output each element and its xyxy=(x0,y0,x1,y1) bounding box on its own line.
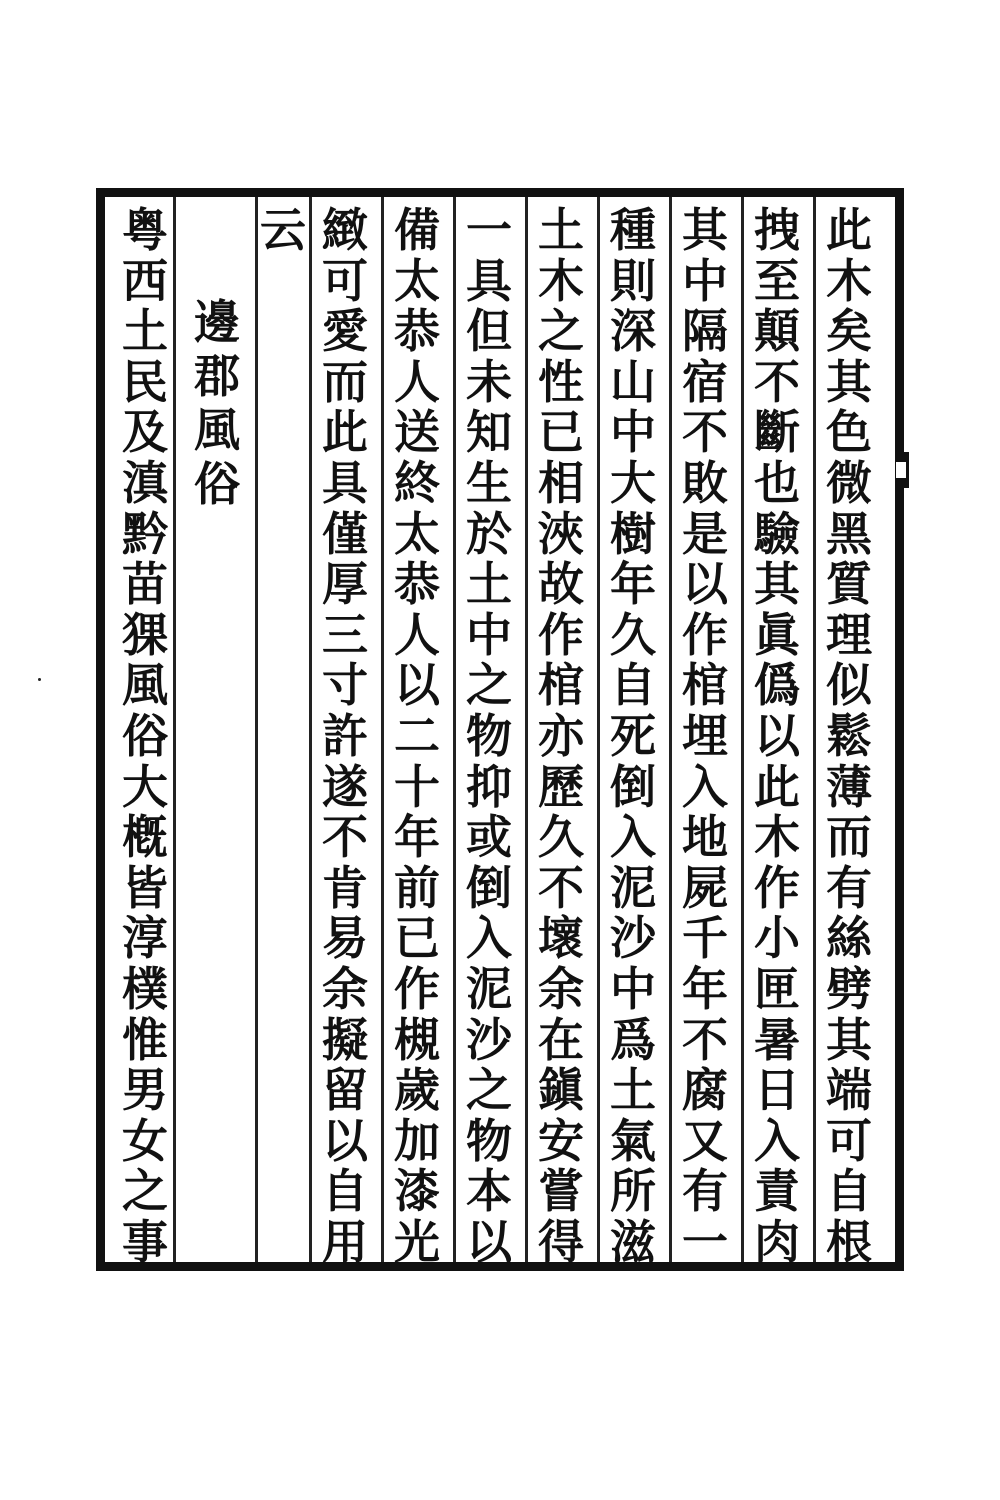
text-character: 苗 xyxy=(122,557,168,612)
text-character: 及 xyxy=(122,405,168,460)
text-character: 深 xyxy=(610,304,656,359)
text-character: 作 xyxy=(394,961,440,1016)
text-character: 色 xyxy=(826,405,872,460)
text-column xyxy=(314,205,376,1267)
text-character: 一 xyxy=(466,203,512,257)
text-column xyxy=(602,205,664,1267)
text-character: 年 xyxy=(610,557,656,612)
text-character: 嘗 xyxy=(538,1164,584,1219)
text-character: 此 xyxy=(322,405,368,460)
text-character: 樹 xyxy=(610,506,656,561)
column-divider xyxy=(309,197,312,1262)
text-character: 風 xyxy=(122,658,168,713)
text-character: 緻 xyxy=(322,203,368,257)
text-character: 中 xyxy=(682,253,728,308)
text-character: 余 xyxy=(538,961,584,1016)
text-character: 具 xyxy=(466,253,512,308)
text-character: 倒 xyxy=(610,759,656,814)
text-character: 滇 xyxy=(122,455,168,510)
text-character: 作 xyxy=(682,607,728,662)
text-character: 十 xyxy=(394,759,440,814)
text-character: 久 xyxy=(538,810,584,865)
text-character: 物 xyxy=(466,708,512,763)
text-character: 敗 xyxy=(682,455,728,510)
text-character: 中 xyxy=(610,961,656,1016)
section-heading xyxy=(186,295,248,511)
text-character: 而 xyxy=(826,810,872,865)
text-character: 女 xyxy=(122,1113,168,1168)
heading-character: 邊 xyxy=(194,295,240,349)
text-character: 未 xyxy=(466,354,512,409)
text-character: 歲 xyxy=(394,1063,440,1118)
text-character: 所 xyxy=(610,1164,656,1219)
text-character: 之 xyxy=(122,1164,168,1219)
ink-speck xyxy=(38,678,41,681)
text-character: 在 xyxy=(538,1012,584,1067)
text-column xyxy=(252,205,314,256)
text-character: 是 xyxy=(682,506,728,561)
text-character: 恭 xyxy=(394,557,440,612)
text-character: 已 xyxy=(394,911,440,966)
text-character: 絲 xyxy=(826,911,872,966)
text-character: 埋 xyxy=(682,708,728,763)
text-character: 作 xyxy=(538,607,584,662)
text-character: 鎭 xyxy=(538,1063,584,1118)
text-character: 人 xyxy=(394,607,440,662)
frame-left-border xyxy=(96,188,105,1271)
text-character: 則 xyxy=(610,253,656,308)
text-character: 用 xyxy=(322,1214,368,1269)
text-character: 事 xyxy=(122,1214,168,1269)
column-divider xyxy=(525,197,528,1262)
text-character: 自 xyxy=(826,1164,872,1219)
text-character: 此 xyxy=(826,203,872,257)
text-character: 矣 xyxy=(826,304,872,359)
text-character: 氣 xyxy=(610,1113,656,1168)
text-character: 也 xyxy=(754,455,800,510)
text-character: 槪 xyxy=(122,810,168,865)
text-character: 其 xyxy=(826,354,872,409)
text-column xyxy=(818,205,880,1267)
text-character: 粤 xyxy=(122,203,168,257)
text-character: 二 xyxy=(394,708,440,763)
heading-character: 郡 xyxy=(194,349,240,403)
heading-character: 風 xyxy=(194,403,240,457)
text-character: 土 xyxy=(466,557,512,612)
text-character: 驗 xyxy=(754,506,800,561)
text-character: 眞 xyxy=(754,607,800,662)
text-character: 物 xyxy=(466,1113,512,1168)
column-divider xyxy=(597,197,600,1262)
text-character: 其 xyxy=(754,557,800,612)
text-character: 微 xyxy=(826,455,872,510)
text-character: 其 xyxy=(826,1012,872,1067)
text-character: 易 xyxy=(322,911,368,966)
text-character: 許 xyxy=(322,708,368,763)
text-character: 倒 xyxy=(466,860,512,915)
text-character: 寸 xyxy=(322,658,368,713)
text-character: 地 xyxy=(682,810,728,865)
text-character: 根 xyxy=(826,1214,872,1269)
text-character: 久 xyxy=(610,607,656,662)
text-character: 留 xyxy=(322,1063,368,1118)
text-character: 俗 xyxy=(122,708,168,763)
text-character: 前 xyxy=(394,860,440,915)
text-character: 可 xyxy=(322,253,368,308)
text-character: 西 xyxy=(122,253,168,308)
text-character: 木 xyxy=(538,253,584,308)
text-column xyxy=(746,205,808,1267)
text-character: 死 xyxy=(610,708,656,763)
text-character: 似 xyxy=(826,658,872,713)
text-character: 滋 xyxy=(610,1214,656,1269)
text-character: 宿 xyxy=(682,354,728,409)
text-character: 泥 xyxy=(610,860,656,915)
text-character: 自 xyxy=(322,1164,368,1219)
text-character: 樸 xyxy=(122,961,168,1016)
text-character: 腐 xyxy=(682,1063,728,1118)
text-character: 有 xyxy=(826,860,872,915)
text-character: 愛 xyxy=(322,304,368,359)
text-character: 大 xyxy=(610,455,656,510)
text-character: 種 xyxy=(610,203,656,257)
column-divider xyxy=(741,197,744,1262)
text-character: 斷 xyxy=(754,405,800,460)
text-character: 年 xyxy=(394,810,440,865)
text-character: 黔 xyxy=(122,506,168,561)
text-character: 質 xyxy=(826,557,872,612)
text-character: 以 xyxy=(754,708,800,763)
text-character: 遂 xyxy=(322,759,368,814)
text-character: 三 xyxy=(322,607,368,662)
text-character: 肉 xyxy=(754,1214,800,1269)
text-character: 安 xyxy=(538,1113,584,1168)
text-character: 以 xyxy=(466,1214,512,1269)
text-character: 云 xyxy=(260,203,306,257)
text-character: 猓 xyxy=(122,607,168,662)
heading-character: 俗 xyxy=(194,457,240,511)
text-character: 有 xyxy=(682,1164,728,1219)
text-character: 端 xyxy=(826,1063,872,1118)
column-divider xyxy=(813,197,816,1262)
text-column xyxy=(674,205,736,1267)
text-character: 隔 xyxy=(682,304,728,359)
text-character: 理 xyxy=(826,607,872,662)
text-character: 本 xyxy=(466,1164,512,1219)
text-character: 又 xyxy=(682,1113,728,1168)
text-character: 泥 xyxy=(466,961,512,1016)
frame-right-border xyxy=(895,188,904,1271)
text-character: 相 xyxy=(538,455,584,510)
text-character: 土 xyxy=(538,203,584,257)
text-character: 民 xyxy=(122,354,168,409)
fishtail-notch xyxy=(896,462,906,478)
text-character: 沙 xyxy=(610,911,656,966)
text-character: 棺 xyxy=(682,658,728,713)
text-character: 千 xyxy=(682,911,728,966)
text-character: 人 xyxy=(394,354,440,409)
text-character: 皆 xyxy=(122,860,168,915)
text-character: 以 xyxy=(322,1113,368,1168)
text-character: 沙 xyxy=(466,1012,512,1067)
text-character: 而 xyxy=(322,354,368,409)
text-character: 恭 xyxy=(394,304,440,359)
text-character: 槻 xyxy=(394,1012,440,1067)
text-character: 備 xyxy=(394,203,440,257)
text-character: 浹 xyxy=(538,506,584,561)
text-character: 不 xyxy=(682,1012,728,1067)
text-character: 已 xyxy=(538,405,584,460)
text-character: 太 xyxy=(394,506,440,561)
text-character: 送 xyxy=(394,405,440,460)
text-character: 不 xyxy=(754,354,800,409)
text-character: 或 xyxy=(466,810,512,865)
text-character: 歷 xyxy=(538,759,584,814)
column-divider xyxy=(669,197,672,1262)
text-character: 不 xyxy=(538,860,584,915)
text-character: 可 xyxy=(826,1113,872,1168)
text-character: 中 xyxy=(466,607,512,662)
text-character: 入 xyxy=(466,911,512,966)
text-character: 加 xyxy=(394,1113,440,1168)
text-character: 入 xyxy=(610,810,656,865)
text-character: 惟 xyxy=(122,1012,168,1067)
text-character: 爲 xyxy=(610,1012,656,1067)
text-character: 黑 xyxy=(826,506,872,561)
text-character: 土 xyxy=(610,1063,656,1118)
text-character: 之 xyxy=(466,658,512,713)
text-character: 山 xyxy=(610,354,656,409)
text-character: 具 xyxy=(322,455,368,510)
text-column xyxy=(114,205,176,1267)
text-character: 男 xyxy=(122,1063,168,1118)
text-character: 亦 xyxy=(538,708,584,763)
text-character: 入 xyxy=(682,759,728,814)
column-divider xyxy=(255,197,258,1262)
text-character: 擬 xyxy=(322,1012,368,1067)
text-column xyxy=(386,205,448,1267)
text-character: 肯 xyxy=(322,860,368,915)
text-character: 至 xyxy=(754,253,800,308)
text-character: 木 xyxy=(826,253,872,308)
text-character: 顛 xyxy=(754,304,800,359)
text-character: 作 xyxy=(754,860,800,915)
text-character: 不 xyxy=(682,405,728,460)
text-character: 年 xyxy=(682,961,728,1016)
text-character: 大 xyxy=(122,759,168,814)
text-character: 薄 xyxy=(826,759,872,814)
text-character: 一 xyxy=(682,1214,728,1269)
text-character: 之 xyxy=(538,304,584,359)
text-character: 不 xyxy=(322,810,368,865)
text-character: 但 xyxy=(466,304,512,359)
text-character: 余 xyxy=(322,961,368,1016)
text-character: 以 xyxy=(682,557,728,612)
text-character: 日 xyxy=(754,1063,800,1118)
text-character: 得 xyxy=(538,1214,584,1269)
text-character: 淳 xyxy=(122,911,168,966)
text-character: 入 xyxy=(754,1113,800,1168)
text-character: 鬆 xyxy=(826,708,872,763)
text-character: 生 xyxy=(466,455,512,510)
text-character: 壞 xyxy=(538,911,584,966)
text-character: 性 xyxy=(538,354,584,409)
text-character: 故 xyxy=(538,557,584,612)
text-character: 木 xyxy=(754,810,800,865)
text-character: 太 xyxy=(394,253,440,308)
column-divider xyxy=(381,197,384,1262)
text-character: 其 xyxy=(682,203,728,257)
text-character: 暑 xyxy=(754,1012,800,1067)
text-character: 此 xyxy=(754,759,800,814)
text-character: 劈 xyxy=(826,961,872,1016)
text-character: 知 xyxy=(466,405,512,460)
text-character: 厚 xyxy=(322,557,368,612)
text-column xyxy=(458,205,520,1267)
text-character: 之 xyxy=(466,1063,512,1118)
column-divider xyxy=(453,197,456,1262)
text-column xyxy=(530,205,592,1267)
text-character: 小 xyxy=(754,911,800,966)
text-character: 漆 xyxy=(394,1164,440,1219)
text-character: 棺 xyxy=(538,658,584,713)
text-character: 拽 xyxy=(754,203,800,257)
text-character: 僞 xyxy=(754,658,800,713)
text-character: 自 xyxy=(610,658,656,713)
text-character: 屍 xyxy=(682,860,728,915)
text-character: 土 xyxy=(122,304,168,359)
text-character: 中 xyxy=(610,405,656,460)
text-character: 終 xyxy=(394,455,440,510)
text-character: 光 xyxy=(394,1214,440,1269)
text-character: 責 xyxy=(754,1164,800,1219)
frame-top-border xyxy=(96,188,904,197)
text-character: 抑 xyxy=(466,759,512,814)
text-character: 以 xyxy=(394,658,440,713)
text-character: 僅 xyxy=(322,506,368,561)
text-character: 於 xyxy=(466,506,512,561)
text-character: 匣 xyxy=(754,961,800,1016)
